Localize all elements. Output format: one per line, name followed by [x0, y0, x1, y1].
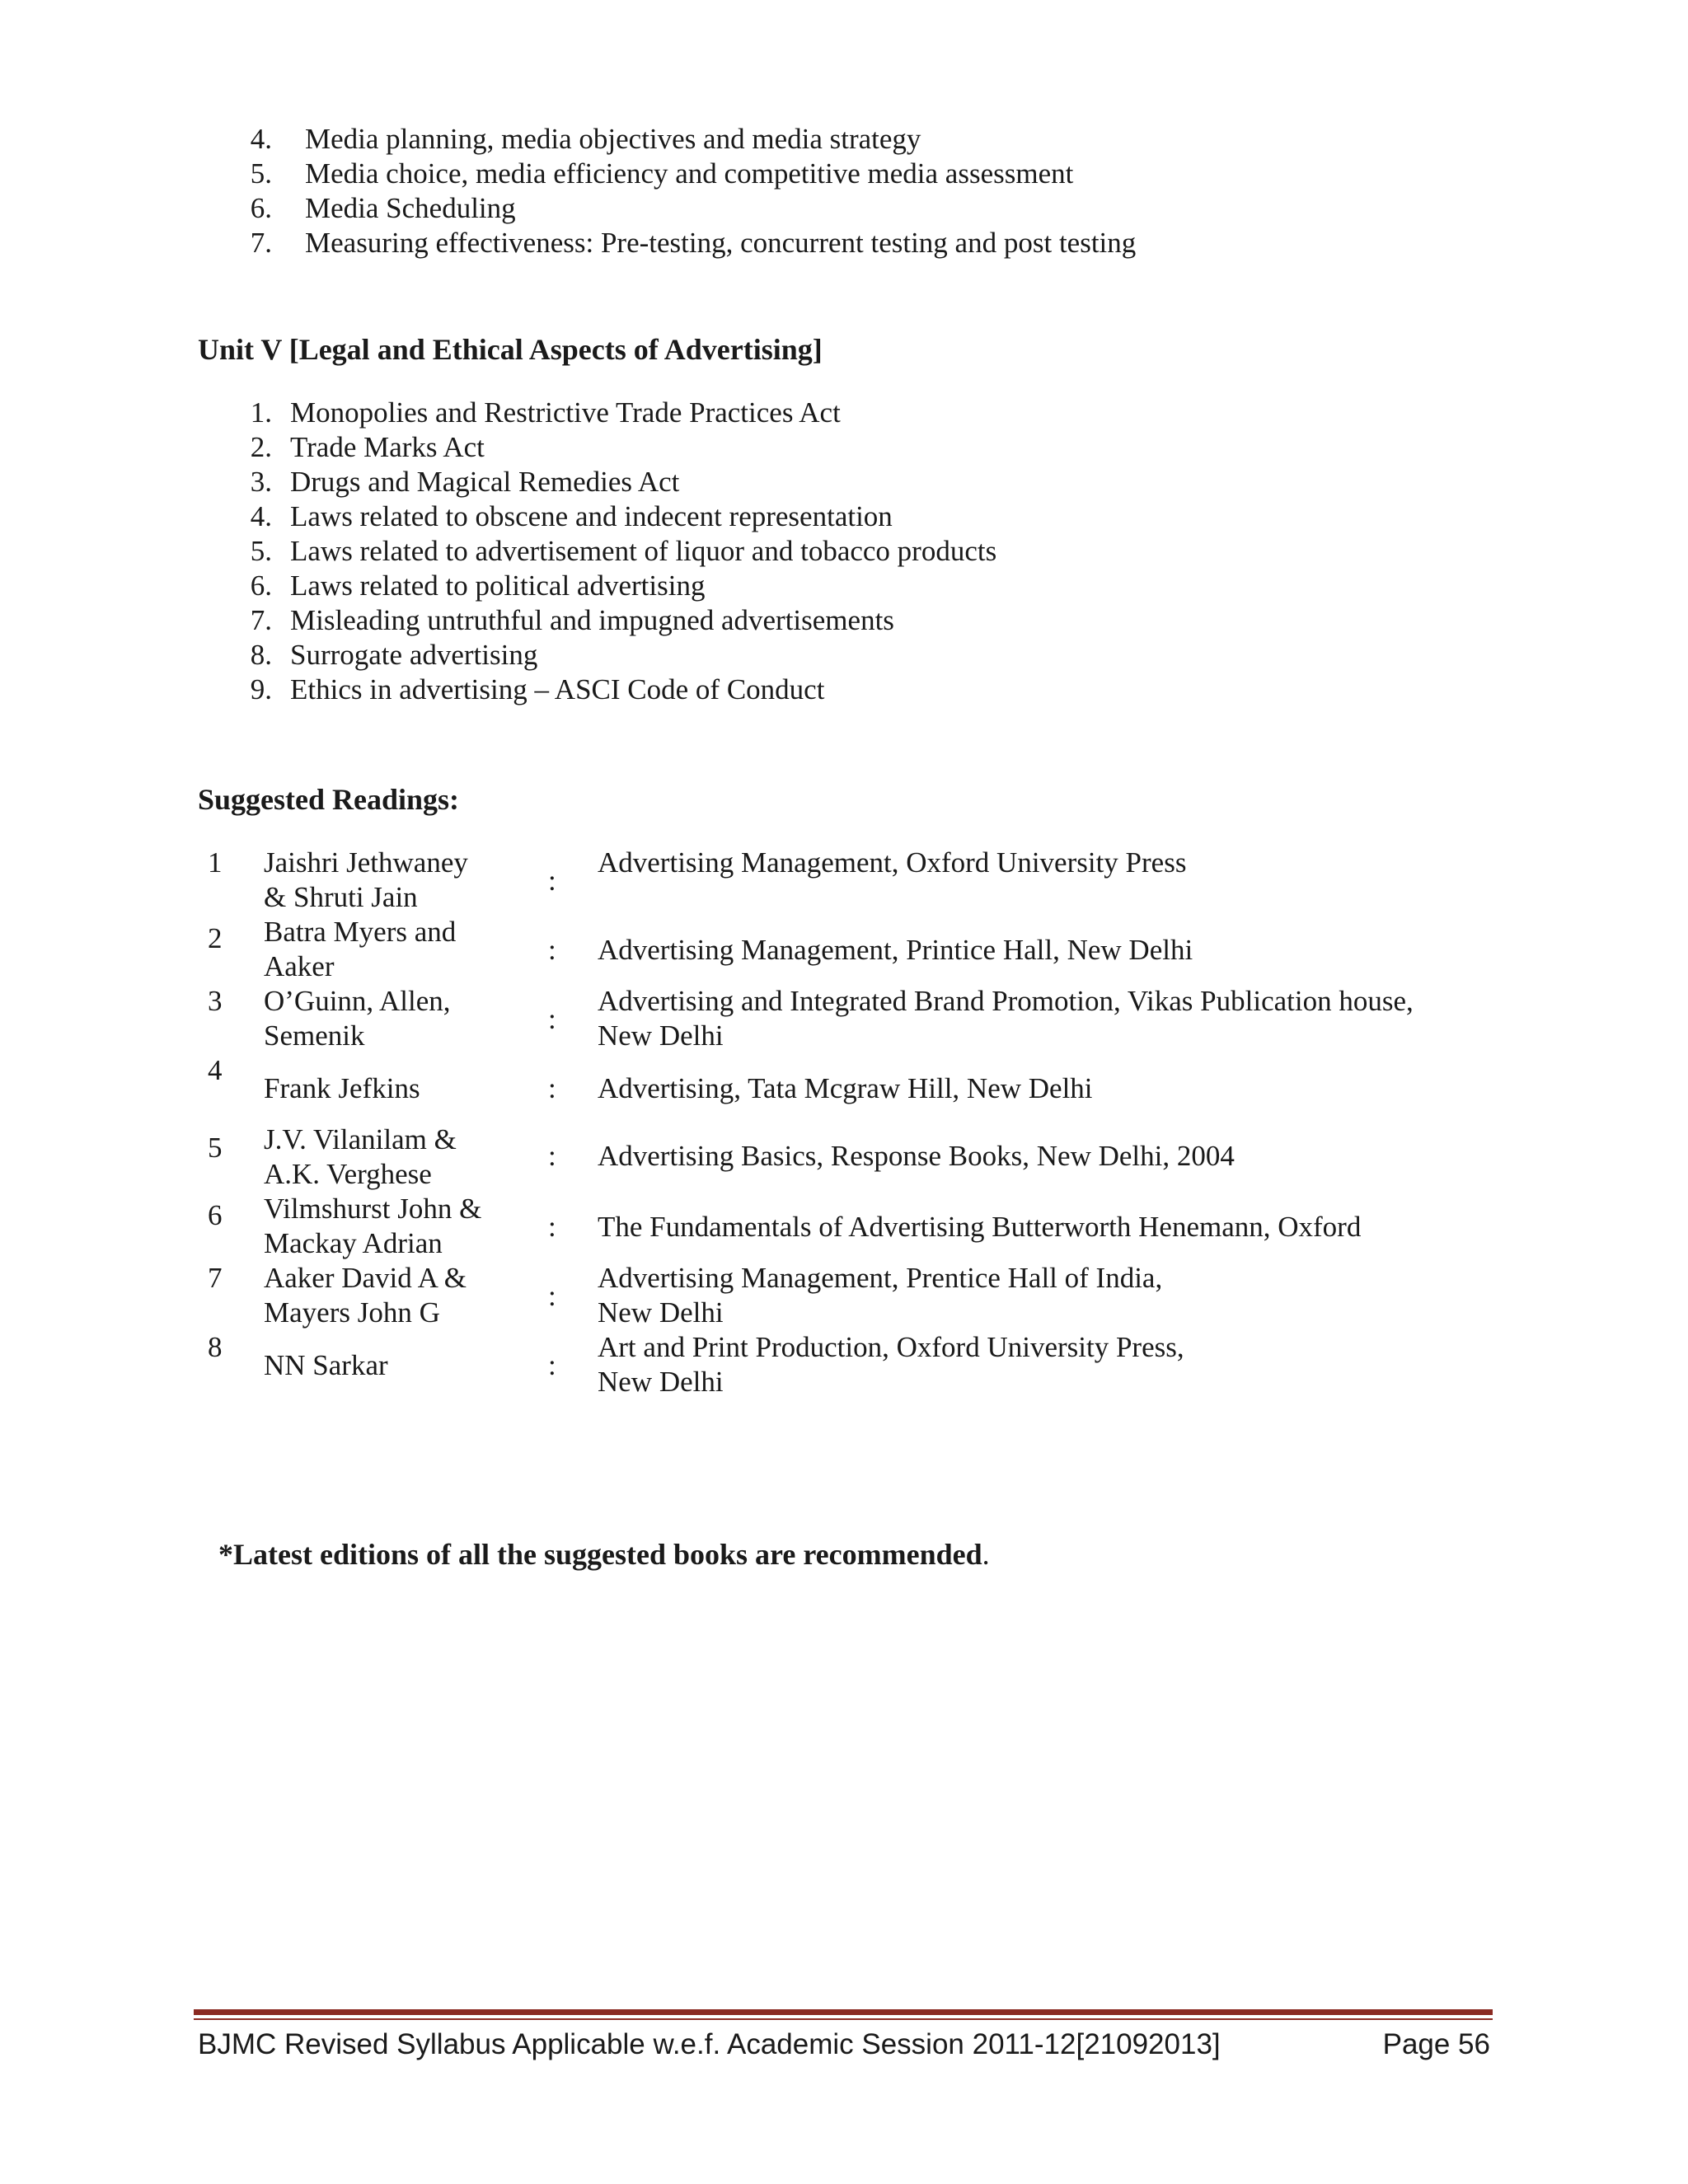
author-line: O’Guinn, Allen, [264, 985, 451, 1017]
item-number: 5. [250, 157, 272, 190]
separator: : [548, 1072, 556, 1104]
book-title-line2: New Delhi [598, 1296, 724, 1329]
author-line: Aaker [264, 950, 335, 982]
row-number: 6 [208, 1199, 223, 1231]
media-topics-list [239, 122, 1558, 260]
item-text: Media Scheduling [305, 192, 516, 224]
item-number: 6. [250, 192, 272, 224]
book-title: Advertising Management, Prentice Hall of India, [598, 1262, 1163, 1294]
unit-heading: Unit V [Legal and Ethical Aspects of Advertising] [198, 333, 823, 366]
table-row [198, 1261, 1484, 1330]
book-title: Art and Print Production, Oxford University Press, [598, 1331, 1184, 1363]
item-number: 8. [250, 639, 272, 671]
note-tail: . [982, 1538, 990, 1571]
separator: : [548, 934, 556, 966]
row-number: 4 [208, 1054, 223, 1086]
page-number: Page 56 [1382, 2028, 1490, 2060]
book-title: Advertising, Tata Mcgraw Hill, New Delhi [598, 1072, 1093, 1104]
author-line: Vilmshurst John & [264, 1193, 482, 1225]
separator: : [548, 865, 556, 897]
item-number: 9. [250, 673, 272, 705]
item-text: Laws related to political advertising [290, 569, 706, 602]
editions-note [218, 1536, 990, 1572]
author-line: & Shruti Jain [264, 881, 418, 913]
item-number: 7. [250, 604, 272, 636]
separator: : [548, 1211, 556, 1243]
list-item [239, 226, 1558, 260]
list-item [239, 673, 1558, 707]
item-text: Laws related to obscene and indecent representation [290, 500, 893, 532]
list-item [239, 157, 1558, 191]
table-row [198, 915, 1484, 984]
author-line: Frank Jefkins [264, 1072, 420, 1104]
separator: : [548, 1003, 556, 1035]
list-item [239, 430, 1558, 465]
item-text: Surrogate advertising [290, 639, 538, 671]
item-text: Ethics in advertising – ASCI Code of Conduct [290, 673, 825, 705]
list-item [239, 603, 1558, 638]
item-text: Trade Marks Act [290, 431, 485, 463]
item-number: 7. [250, 227, 272, 259]
book-title: Advertising Management, Oxford University Press [598, 846, 1187, 879]
item-number: 2. [250, 431, 272, 463]
readings-table [198, 846, 1484, 1399]
item-number: 3. [250, 466, 272, 498]
item-text: Media choice, media efficiency and competitive media assessment [305, 157, 1074, 190]
author-line: Semenik [264, 1019, 365, 1052]
author-line: Aaker David A & [264, 1262, 467, 1294]
item-text: Media planning, media objectives and media strategy [305, 123, 921, 155]
book-title: Advertising Basics, Response Books, New Delhi, 2004 [598, 1140, 1235, 1172]
table-row [198, 1122, 1484, 1192]
table-row [198, 1192, 1484, 1261]
item-number: 4. [250, 123, 272, 155]
author-line: A.K. Verghese [264, 1158, 432, 1190]
list-item [239, 465, 1558, 499]
item-text: Laws related to advertisement of liquor and tobacco products [290, 535, 997, 567]
list-item [239, 534, 1558, 569]
list-item [239, 191, 1558, 226]
unit-topics-list [239, 396, 1558, 707]
table-row [198, 984, 1484, 1053]
list-item [239, 569, 1558, 603]
footer-rule-thick [194, 2009, 1493, 2015]
item-number: 6. [250, 569, 272, 602]
row-number: 2 [208, 922, 223, 954]
book-title: The Fundamentals of Advertising Butterworth Henemann, Oxford [598, 1211, 1362, 1243]
row-number: 1 [208, 846, 223, 879]
row-number: 5 [208, 1132, 223, 1164]
item-number: 4. [250, 500, 272, 532]
footer-text: BJMC Revised Syllabus Applicable w.e.f. Academic Session 2011-12[21092013] [198, 2028, 1221, 2060]
footer-rule-thin [194, 2018, 1493, 2020]
row-number: 7 [208, 1262, 223, 1294]
row-number: 3 [208, 985, 223, 1017]
separator: : [548, 1140, 556, 1172]
table-row [198, 846, 1484, 915]
readings-heading: Suggested Readings: [198, 783, 460, 816]
book-title-line2: New Delhi [598, 1019, 724, 1052]
author-line: NN Sarkar [264, 1349, 388, 1381]
separator: : [548, 1280, 556, 1312]
item-text: Measuring effectiveness: Pre-testing, concurrent testing and post testing [305, 227, 1137, 259]
author-line: Jaishri Jethwaney [264, 846, 468, 879]
table-row [198, 1053, 1484, 1122]
item-text: Misleading untruthful and impugned advertisements [290, 604, 894, 636]
item-number: 1. [250, 396, 272, 429]
separator: : [548, 1349, 556, 1381]
list-item [239, 638, 1558, 673]
book-title: Advertising and Integrated Brand Promotion, Vikas Publication house, [598, 985, 1414, 1017]
author-line: Mackay Adrian [264, 1227, 443, 1259]
list-item [239, 499, 1558, 534]
book-title: Advertising Management, Printice Hall, New Delhi [598, 934, 1193, 966]
row-number: 8 [208, 1331, 223, 1363]
author-line: J.V. Vilanilam & [264, 1123, 457, 1155]
item-text: Monopolies and Restrictive Trade Practices Act [290, 396, 841, 429]
item-text: Drugs and Magical Remedies Act [290, 466, 680, 498]
list-item [239, 396, 1558, 430]
note-bold-text: *Latest editions of all the suggested books are recommended [218, 1538, 982, 1571]
list-item [239, 122, 1558, 157]
item-number: 5. [250, 535, 272, 567]
book-title-line2: New Delhi [598, 1366, 724, 1398]
author-line: Mayers John G [264, 1296, 440, 1329]
table-row [198, 1330, 1484, 1399]
author-line: Batra Myers and [264, 916, 457, 948]
